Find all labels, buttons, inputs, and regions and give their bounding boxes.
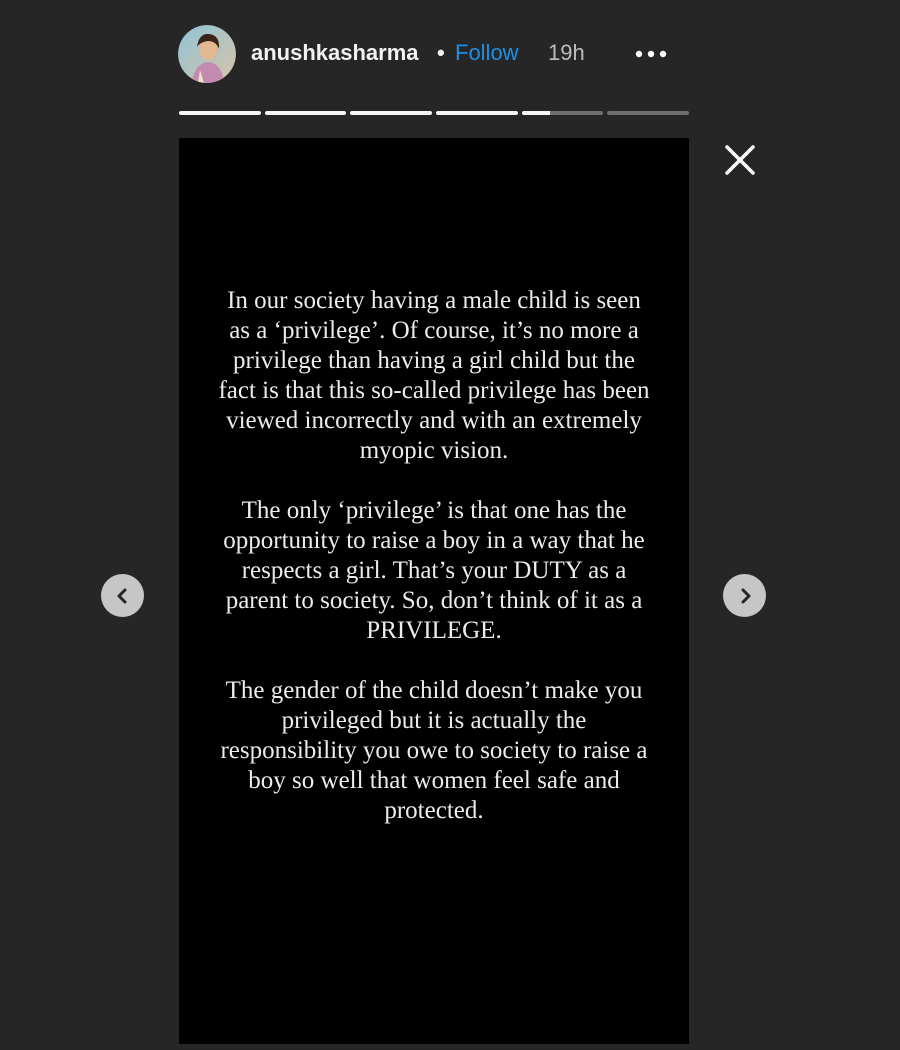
post-time: 19h — [548, 40, 585, 65]
progress-segment-1 — [179, 111, 261, 115]
story-paragraph-2: The only ‘privilege’ is that one has the opportunity to raise a boy in a way that he respects a girl. That’s your DUTY as a parent to society. So, don’t think of it as a PRIVILEGE. — [223, 497, 645, 644]
progress-segment-3 — [350, 111, 432, 115]
username-link[interactable]: anushkasharma — [251, 40, 419, 65]
chevron-left-icon — [113, 586, 133, 606]
progress-segment-fill — [265, 111, 347, 115]
progress-segment-fill — [522, 111, 551, 115]
separator-dot: • — [437, 40, 445, 65]
progress-segment-fill — [436, 111, 518, 115]
previous-story-button[interactable] — [101, 574, 144, 617]
story-content[interactable] — [179, 138, 689, 1044]
follow-button[interactable]: Follow — [455, 40, 519, 65]
chevron-right-icon — [735, 586, 755, 606]
profile-avatar[interactable] — [178, 25, 236, 83]
story-progress-bar — [179, 111, 689, 115]
story-text — [209, 286, 659, 856]
progress-segment-6 — [607, 111, 689, 115]
next-story-button[interactable] — [723, 574, 766, 617]
progress-segment-5 — [522, 111, 604, 115]
more-options-icon[interactable] — [631, 40, 671, 68]
close-icon[interactable] — [720, 140, 760, 180]
story-paragraph-1: In our society having a male child is seen as a ‘privilege’. Of course, it’s no more a privilege than having a girl child but the fact is that this so-called privilege has been viewed incorrectly and with an extremely myopic vision. — [218, 287, 650, 464]
progress-segment-4 — [436, 111, 518, 115]
story-header — [178, 24, 698, 84]
progress-segment-2 — [265, 111, 347, 115]
progress-segment-fill — [350, 111, 432, 115]
progress-segment-fill — [179, 111, 261, 115]
story-paragraph-3: The gender of the child doesn’t make you privileged but it is actually the responsibility you owe to society to raise a boy so well that women feel safe and protected. — [220, 677, 648, 824]
